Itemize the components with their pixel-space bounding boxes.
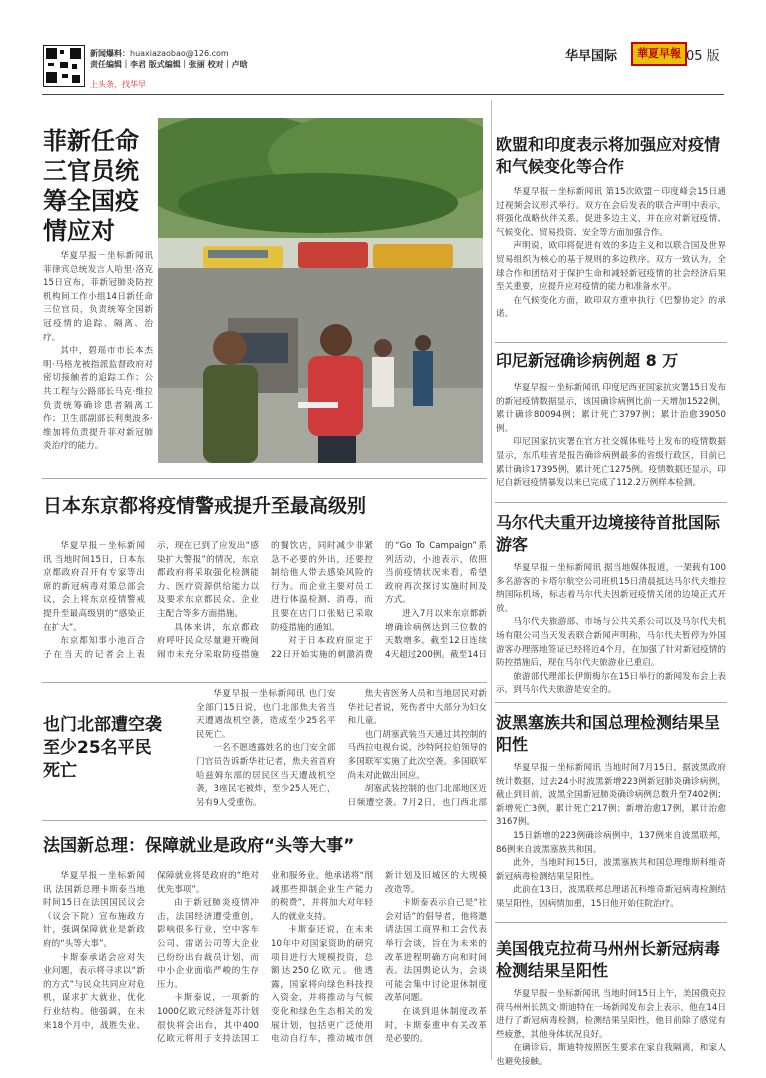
divider [495,342,727,343]
email-link[interactable]: huaxiazaobao@126.com [130,49,229,58]
paragraph: 华夏早报－坐标新闻讯 法国新总理卡斯泰当地时间15日在法国国民议会（议会下院）宣布施政方针，强调保障就业是新政府的“头等大事”。 [43,871,145,949]
divider [495,922,727,923]
header-slogan: 上头条，找华早 [90,80,146,89]
divider [495,502,727,503]
section-title: 华早国际 [565,49,618,64]
paragraph: 对于日本政府原定于22日开始实施的刺激消费的“Go To Campaign”系列活动，小池表示，依照当前疫情状况来看，希望政府再次探讨实施时间及方式。 [271,541,487,660]
paragraph: 焦夫省医务人员和当地居民对新华社记者说，死伤者中大部分为妇女和儿童。 [347,689,487,727]
paragraph: 在确诊后，斯迪特按照医生要求在家自我隔离，和家人也避免接触。 [496,1043,726,1066]
editor-line: 责任编辑｜李君 版式编辑｜张丽 校对｜卢晗 [90,60,248,69]
paragraph: 15日新增的223例确诊病例中，137例来自波黑联邦，86例来自波黑塞族共和国。 [496,830,726,855]
paragraph: 华夏早报－坐标新闻讯 当地时间7月15日，据波黑政府统计数据，过去24小时波黑新增223例新冠肺炎确诊病例，截止到目前，波黑全国新冠肺炎确诊病例总数升至7402例；新增死亡3例，累计死亡217例；新增治愈17例，累计治愈3167例。 [496,763,726,828]
article6-body [496,382,726,494]
paragraph: 声明说，欧印将促进有效的多边主义和以联合国及世界贸易组织为核心的基于规则的多边秩序。双方一致认为，全球合作和团结对于保护生命和减轻新冠疫情的社会经济后果至关重要，应提升应对疫情的能力和准备水平。 [496,241,726,293]
paragraph: 卡斯泰表示自己是“社会对话”的倡导者，他将邀请法国工商界和工会代表举行会谈，旨在为未来的改革进程明确方向和时间表。法国舆论认为，会谈可能会集中讨论退休制度改革问题。 [385,898,487,1004]
paragraph: 华夏早报－坐标新闻讯 当地时间15日，日本东京都政府召开有专家等出席的新冠病毒对策总部会议，会上将东京疫情警戒提升至最高级别的“感染正在扩大”。 [43,541,145,633]
paragraph: 旅游部代理部长伊斯梅尔在15日举行的新闻发布会上表示，到马尔代夫旅游是安全的。 [496,671,726,696]
article1-title: 菲新任命三官员统筹全国疫情应对 [43,127,139,245]
news-photo-illustration [158,118,483,463]
article6-title: 印尼新冠确诊病例超 8 万 [496,351,679,370]
paragraph: 卡斯泰承诺会应对失业问题，表示将寻求以“新的方式”与民众共同应对危机，谋求扩大就业，优化行业结构。他强调，在未来18个月中，战胜失业、保障就业将是政府的“绝对优先事项”。 [43,871,259,1031]
article4-body [43,870,487,1060]
paragraph: 华夏早报－坐标新闻讯 第15次欧盟－印度峰会15日通过视频会议形式举行。双方在会后发表的联合声明中表示，将强化战略伙伴关系，促进多边主义，并在应对新冠疫情、气候变化、贸易投资、安全等方面加强合作。 [496,187,726,238]
article7-body [496,562,726,700]
divider [42,478,487,479]
article3-title: 也门北部遭空袭至少25名平民死亡 [43,715,162,781]
paragraph: 在气候变化方面，欧印双方重申执行《巴黎协定》的承诺。 [496,295,726,320]
paragraph: 一名不愿透露姓名的也门安全部门官员告诉新华社记者，焦夫省首府哈兹姆东部的居民区当天遭战机空袭，3座民宅被炸，至少25人死亡，另有9人受重伤。 [196,743,336,808]
paragraph: 华夏早报－坐标新闻讯 菲律宾总统发言人哈里·洛克15日宣布，菲新冠肺炎防控机构间工作小组14日新任命三位官员，负责统筹全国新冠疫情的追踪、隔离、治疗。 [43,251,153,343]
paragraph: 卡斯泰还说，在未来10年中对国家资助的研究项目进行大规模投资，总额达250亿欧元。他透露，国家将向绿色科技投入资金，并将推动与气候变化和绿色生态相关的发展计划，包括更广泛使用电动自行车，推动城市创新计划及旧城区的大规模改造等。 [271,871,487,1045]
page-number: 05 版 [686,49,720,64]
masthead-logo: 華夏早報 [631,42,687,66]
article3-body [196,688,487,812]
header-divider [42,94,724,95]
article8-title: 波黑塞族共和国总理检测结果呈阳性 [496,713,721,754]
article1-body [43,250,153,463]
article9-body [496,988,726,1066]
qr-code-icon [43,45,85,87]
paragraph: 由于新冠肺炎疫情冲击，法国经济遭受重创，影响很多行业，空中客车公司、雷诺公司等大企业已纷纷出台裁员计划，而中小企业面临严峻的生存压力。 [157,898,259,990]
news-photo [158,118,483,463]
article5-title: 欧盟和印度表示将加强应对疫情和气候变化等合作 [496,135,721,176]
article2-title: 日本东京都将疫情警戒提升至最高级别 [43,495,367,517]
paragraph: 胡塞武装控制的也门北部地区近日频遭空袭。7月2日，也门西北部 [347,784,487,808]
paragraph: 印尼国家抗灾署在官方社交媒体账号上发布的疫情数据显示，东爪哇省是报告确诊病例最多的省级行政区，目前已累计确诊17395例，累计死亡1275例。疫情数据还显示，印尼自新冠疫情暴发以来已完成了112.2万例样本检测。 [496,437,726,489]
divider [42,820,487,821]
paragraph: 华夏早报－坐标新闻讯 据当地媒体报道，一架载有100多名游客的卡塔尔航空公司班机15日清晨抵达马尔代夫维拉纳国际机场，标志着马尔代夫因新冠疫情关闭的边境正式开放。 [496,563,726,614]
paragraph: 华夏早报－坐标新闻讯 当地时间15日上午，美国俄克拉荷马州州长凯文·斯迪特在一场新闻发布会上表示，他在14日进行了新冠病毒检测，检测结果呈阳性，他目前除了感觉有些疲惫，其他身体状况良好。 [496,989,726,1040]
article4-title: 法国新总理：保障就业是政府“头等大事” [43,836,355,856]
paragraph: 在谈到退休制度改革时，卡斯泰重申有关改革是必要的。 [385,1006,487,1045]
article8-body [496,762,726,912]
article7-title: 马尔代夫重开边境接待首批国际游客 [496,513,721,554]
column-divider [491,100,492,1060]
article9-title: 美国俄克拉荷马州州长新冠病毒检测结果呈阳性 [496,939,721,980]
paragraph: 马尔代夫旅游部、市场与公共关系公司以及马尔代夫机场有限公司当天发表联合新闻声明称，马尔代夫暂停为外国游客办理落地签证已经将近4个月，在加强了针对新冠疫情的防控措施后，现在马尔代夫旅游业已重启。 [496,617,726,669]
paragraph: 卡斯泰说，一项新的1000亿欧元经济复苏计划很快将会出台，其中400亿欧元将用于支持法国工业和服务业。他承诺将“削减那些抑制企业生产能力的税费”，并将加大对年轻人的就业支持。 [157,871,373,1045]
paragraph: 具体来讲，东京都政府呼吁民众尽量避开晚间闹市未充分采取防疫措施的餐饮店，同时减少非紧急不必要的外出，还要控制给他人带去感染风险的行为。而企业主要对员工进行体温检测、消毒，而且要在店门口张贴已采取防疫措施的通知。 [157,541,373,660]
paragraph: 东京都知事小池百合子在当天的记者会上表示，现在已到了应发出“感染扩大警报”的情况，东京都政府将采取强化检测能力、医疗资源供给能力以及要求东京都民众、企业主配合等多方面措施。 [43,541,259,660]
paragraph: 进入7月以来东京都新增确诊病例达到三位数的天数增多。截至12日连续4天超过200例。截至14日 [385,608,487,660]
divider [42,682,487,683]
paragraph: 此前在13日，波黑联邦总理诺瓦科维奇新冠病毒检测结果呈阳性，因病情加重，15日他开始住院治疗。 [496,885,726,909]
divider [495,702,727,703]
paragraph: 也门胡塞武装当天通过其控制的马西拉电视台说，沙特阿拉伯领导的多国联军实施了此次空袭。多国联军尚未对此做出回应。 [347,729,487,781]
article5-body [496,186,726,332]
paragraph: 此外，当地时间15日，波黑塞族共和国总理维斯科维奇新冠病毒检测结果呈阳性。 [496,858,726,882]
paragraph: 其中，碧瑶市市长本杰明·马格龙被指派监督政府对密切接触者的追踪工作；公共工程与公路部长马克·维拉负责统筹确诊患者隔离工作；卫生部副部长利奥波多·维加将负责提升菲对新冠肺炎治疗的能力。 [43,346,153,452]
article2-body [43,540,487,672]
header-info [90,48,340,70]
paragraph: 华夏早报－坐标新闻讯 印度尼西亚国家抗灾署15日发布的新冠疫情数据显示，该国确诊病例比前一天增加1522例，累计确诊80094例；累计死亡3797例；累计治愈39050例。 [496,383,726,434]
email-label: 新闻爆料： [90,49,130,58]
paragraph: 华夏早报－坐标新闻讯 也门安全部门15日说，也门北部焦夫省当天遭遇战机空袭，造成至少25名平民死亡。 [196,689,336,740]
